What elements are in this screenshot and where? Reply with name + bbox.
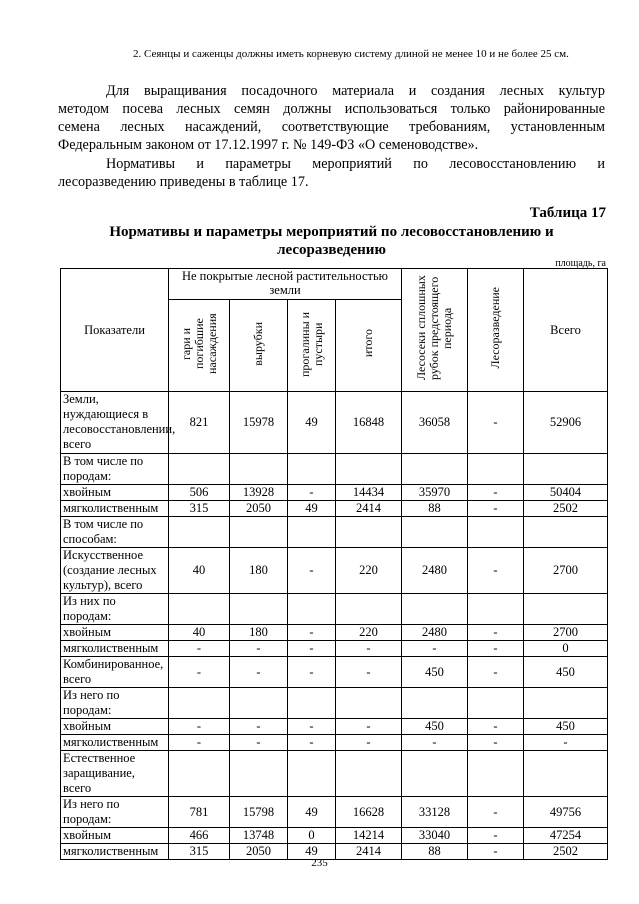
row-value xyxy=(288,751,336,797)
row-value xyxy=(336,751,402,797)
header-afforestation-text: Лесоразведение xyxy=(488,287,502,369)
table-row xyxy=(61,485,608,501)
header-subtotal xyxy=(336,300,402,392)
row-value xyxy=(230,688,288,719)
paragraph-line: Для выращивания посадочного материала и создания лесных культур xyxy=(106,83,605,99)
row-value: 40 xyxy=(169,625,230,641)
row-value: - xyxy=(169,735,230,751)
row-value: 15798 xyxy=(230,797,288,828)
row-value xyxy=(169,594,230,625)
header-cuttings-text: вырубки xyxy=(251,321,265,366)
row-value xyxy=(402,454,468,485)
paragraph-line: семена лесных насаждений, соответствующие требованиям, установленным xyxy=(58,119,605,135)
row-value xyxy=(336,688,402,719)
row-value: 2700 xyxy=(524,548,608,594)
row-value: 88 xyxy=(402,501,468,517)
row-value: 0 xyxy=(288,828,336,844)
row-label: В том числе по породам: xyxy=(61,454,169,485)
row-value: 220 xyxy=(336,548,402,594)
header-subtotal-text: итого xyxy=(361,329,375,358)
row-value xyxy=(230,454,288,485)
row-label: мягколиственным xyxy=(61,641,169,657)
row-label: Из него по породам: xyxy=(61,688,169,719)
row-value: 13928 xyxy=(230,485,288,501)
row-value: - xyxy=(468,625,524,641)
header-burned xyxy=(169,300,230,392)
row-value xyxy=(524,517,608,548)
row-value: 0 xyxy=(524,641,608,657)
row-value: 180 xyxy=(230,625,288,641)
row-value xyxy=(288,594,336,625)
row-value xyxy=(402,517,468,548)
row-value: 506 xyxy=(169,485,230,501)
row-value: 450 xyxy=(524,657,608,688)
row-value: 16848 xyxy=(336,392,402,454)
row-value: - xyxy=(288,485,336,501)
row-value: - xyxy=(468,548,524,594)
table-row xyxy=(61,517,608,548)
row-value: - xyxy=(468,844,524,860)
row-value: 35970 xyxy=(402,485,468,501)
row-value: 2050 xyxy=(230,844,288,860)
row-value: - xyxy=(230,735,288,751)
row-value xyxy=(169,517,230,548)
row-value: - xyxy=(336,657,402,688)
row-value: 49756 xyxy=(524,797,608,828)
header-glades xyxy=(288,300,336,392)
row-value: - xyxy=(468,641,524,657)
header-cuttings xyxy=(230,300,288,392)
row-value xyxy=(468,751,524,797)
row-value: - xyxy=(230,641,288,657)
row-value xyxy=(402,751,468,797)
row-value xyxy=(524,751,608,797)
row-value: 450 xyxy=(402,719,468,735)
row-value: 33040 xyxy=(402,828,468,844)
row-value: 14434 xyxy=(336,485,402,501)
header-burned-text: гари и погибшие насаждения xyxy=(178,313,219,374)
table-row xyxy=(61,501,608,517)
row-value: 2414 xyxy=(336,844,402,860)
row-value: 14214 xyxy=(336,828,402,844)
row-value: - xyxy=(230,657,288,688)
row-value: - xyxy=(288,625,336,641)
header-clearcut-text: Лесосеки сплошных рубок предстоящего периода xyxy=(414,275,454,381)
row-value xyxy=(169,454,230,485)
row-value: 2502 xyxy=(524,501,608,517)
row-value xyxy=(230,751,288,797)
page-number: 235 xyxy=(311,857,328,869)
header-clearcut-areas xyxy=(402,269,468,392)
row-value: - xyxy=(169,719,230,735)
table-row xyxy=(61,751,608,797)
row-value: - xyxy=(288,641,336,657)
row-label: В том числе по способам: xyxy=(61,517,169,548)
row-label: Естественное заращивание, всего xyxy=(61,751,169,797)
row-value: 36058 xyxy=(402,392,468,454)
row-value: 40 xyxy=(169,548,230,594)
table-label: Таблица 17 xyxy=(529,205,606,221)
row-value: 13748 xyxy=(230,828,288,844)
row-value: - xyxy=(336,719,402,735)
row-value: 15978 xyxy=(230,392,288,454)
row-value: - xyxy=(336,641,402,657)
row-value: 315 xyxy=(169,501,230,517)
row-label: хвойным xyxy=(61,485,169,501)
row-value: - xyxy=(402,735,468,751)
row-value: - xyxy=(336,735,402,751)
row-label: хвойным xyxy=(61,828,169,844)
row-value: 450 xyxy=(524,719,608,735)
row-value xyxy=(524,594,608,625)
row-value xyxy=(230,517,288,548)
row-value: - xyxy=(230,719,288,735)
header-uncovered-lands: Не покрытые лесной растительностью земли xyxy=(169,269,402,300)
row-value: 88 xyxy=(402,844,468,860)
header-indicators: Показатели xyxy=(61,269,169,392)
row-value xyxy=(230,594,288,625)
header-glades-text: прогалины и пустыри xyxy=(297,310,325,377)
row-value xyxy=(288,454,336,485)
row-value: 315 xyxy=(169,844,230,860)
paragraph-line: лесоразведению приведены в таблице 17. xyxy=(58,174,309,190)
row-value: 52906 xyxy=(524,392,608,454)
row-value: 450 xyxy=(402,657,468,688)
row-label: мягколиственным xyxy=(61,735,169,751)
table-row xyxy=(61,594,608,625)
row-value: - xyxy=(402,641,468,657)
row-value: - xyxy=(288,657,336,688)
row-value: - xyxy=(288,735,336,751)
table-row xyxy=(61,688,608,719)
row-value xyxy=(524,688,608,719)
row-value: 47254 xyxy=(524,828,608,844)
row-value: 49 xyxy=(288,844,336,860)
row-value: - xyxy=(468,828,524,844)
row-value: 2050 xyxy=(230,501,288,517)
standards-table xyxy=(60,268,608,860)
row-value: 49 xyxy=(288,797,336,828)
row-value: 33128 xyxy=(402,797,468,828)
table-units: площадь, га xyxy=(555,258,606,269)
table-row xyxy=(61,454,608,485)
row-value: - xyxy=(169,641,230,657)
row-value xyxy=(468,454,524,485)
row-value: - xyxy=(169,657,230,688)
header-total: Всего xyxy=(524,269,608,392)
row-value: - xyxy=(288,548,336,594)
row-value xyxy=(402,594,468,625)
table-row xyxy=(61,392,608,454)
row-value xyxy=(468,517,524,548)
row-value: 2480 xyxy=(402,625,468,641)
row-value xyxy=(288,688,336,719)
paragraph-seeds xyxy=(58,82,605,154)
row-value: - xyxy=(524,735,608,751)
row-value xyxy=(468,594,524,625)
row-value: 50404 xyxy=(524,485,608,501)
table-row xyxy=(61,657,608,688)
row-value: - xyxy=(288,719,336,735)
header-afforestation xyxy=(468,269,524,392)
row-value xyxy=(336,454,402,485)
table-row xyxy=(61,641,608,657)
row-value: 781 xyxy=(169,797,230,828)
row-value xyxy=(468,688,524,719)
row-value xyxy=(288,517,336,548)
row-value: - xyxy=(468,501,524,517)
row-value: 466 xyxy=(169,828,230,844)
row-value xyxy=(524,454,608,485)
paragraph-line: Нормативы и параметры мероприятий по лесовосстановлению и xyxy=(106,156,605,172)
row-label: Из него по породам: xyxy=(61,797,169,828)
row-value: 16628 xyxy=(336,797,402,828)
row-value: 180 xyxy=(230,548,288,594)
row-value: - xyxy=(468,797,524,828)
table-row xyxy=(61,797,608,828)
row-value xyxy=(336,517,402,548)
row-value xyxy=(336,594,402,625)
row-value: 220 xyxy=(336,625,402,641)
row-label: Из них по породам: xyxy=(61,594,169,625)
row-value xyxy=(169,751,230,797)
table-row xyxy=(61,625,608,641)
row-value xyxy=(402,688,468,719)
row-value: - xyxy=(468,735,524,751)
paragraph-reference xyxy=(58,155,605,191)
row-value: - xyxy=(468,485,524,501)
row-label: мягколиственным xyxy=(61,844,169,860)
row-value: - xyxy=(468,392,524,454)
row-value: - xyxy=(468,657,524,688)
row-value: 2700 xyxy=(524,625,608,641)
row-label: Комбинированное, всего xyxy=(61,657,169,688)
row-label: мягколиственным xyxy=(61,501,169,517)
row-label: хвойным xyxy=(61,719,169,735)
row-value xyxy=(169,688,230,719)
paragraph-line: Федеральным законом от 17.12.1997 г. № 149-ФЗ «О семеноводстве». xyxy=(58,137,479,153)
table-row xyxy=(61,548,608,594)
row-label: хвойным xyxy=(61,625,169,641)
row-value: 49 xyxy=(288,501,336,517)
row-value: 2414 xyxy=(336,501,402,517)
row-label: Земли, нуждающиеся в лесовосстановлении, всего xyxy=(61,392,169,454)
table-row xyxy=(61,719,608,735)
row-value: 49 xyxy=(288,392,336,454)
footnote: 2. Сеянцы и саженцы должны иметь корневую систему длиной не менее 10 и не более 25 см. xyxy=(133,48,569,60)
row-label: Искусственное (создание лесных культур), всего xyxy=(61,548,169,594)
row-value: 821 xyxy=(169,392,230,454)
table-title: Нормативы и параметры мероприятий по лесовосстановлению и лесоразведению xyxy=(109,224,554,258)
table-row xyxy=(61,828,608,844)
paragraph-line: методом посева лесных семян должны использоваться только районированные xyxy=(58,101,605,117)
row-value: 2480 xyxy=(402,548,468,594)
row-value: 2502 xyxy=(524,844,608,860)
table-row xyxy=(61,735,608,751)
row-value: - xyxy=(468,719,524,735)
